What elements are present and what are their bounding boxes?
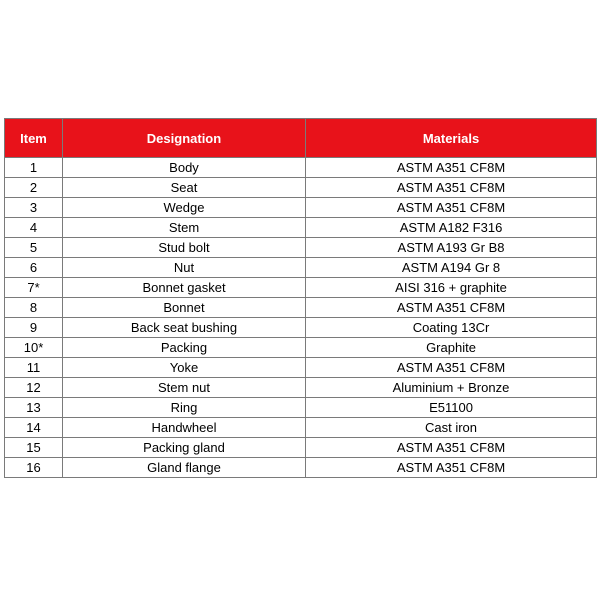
table-body [5, 158, 597, 478]
table-row [5, 258, 597, 278]
cell-designation: Packing gland [63, 438, 306, 458]
cell-material: ASTM A351 CF8M [306, 298, 597, 318]
header-row [5, 119, 597, 158]
cell-material: ASTM A194 Gr 8 [306, 258, 597, 278]
cell-material: AISI 316 + graphite [306, 278, 597, 298]
cell-item: 7* [5, 278, 63, 298]
cell-item: 14 [5, 418, 63, 438]
cell-item: 11 [5, 358, 63, 378]
cell-designation: Nut [63, 258, 306, 278]
cell-designation: Seat [63, 178, 306, 198]
cell-designation: Yoke [63, 358, 306, 378]
cell-designation: Handwheel [63, 418, 306, 438]
header-designation: Designation [63, 119, 306, 158]
cell-material: ASTM A351 CF8M [306, 438, 597, 458]
table-row [5, 338, 597, 358]
table-row [5, 378, 597, 398]
table-row [5, 158, 597, 178]
cell-material: ASTM A351 CF8M [306, 158, 597, 178]
cell-material: ASTM A182 F316 [306, 218, 597, 238]
table-row [5, 278, 597, 298]
cell-designation: Body [63, 158, 306, 178]
table-row [5, 438, 597, 458]
cell-item: 6 [5, 258, 63, 278]
cell-material: Cast iron [306, 418, 597, 438]
cell-designation: Ring [63, 398, 306, 418]
materials-table-container [4, 118, 596, 478]
header-materials: Materials [306, 119, 597, 158]
table-header [5, 119, 597, 158]
cell-material: ASTM A351 CF8M [306, 198, 597, 218]
table-row [5, 358, 597, 378]
cell-designation: Stud bolt [63, 238, 306, 258]
table-row [5, 238, 597, 258]
cell-item: 3 [5, 198, 63, 218]
cell-item: 9 [5, 318, 63, 338]
cell-material: E51100 [306, 398, 597, 418]
cell-item: 8 [5, 298, 63, 318]
cell-material: ASTM A351 CF8M [306, 178, 597, 198]
cell-designation: Packing [63, 338, 306, 358]
cell-designation: Gland flange [63, 458, 306, 478]
header-item: Item [5, 119, 63, 158]
cell-item: 2 [5, 178, 63, 198]
cell-material: Coating 13Cr [306, 318, 597, 338]
cell-item: 16 [5, 458, 63, 478]
cell-designation: Wedge [63, 198, 306, 218]
table-row [5, 198, 597, 218]
cell-material: ASTM A193 Gr B8 [306, 238, 597, 258]
cell-item: 5 [5, 238, 63, 258]
cell-item: 10* [5, 338, 63, 358]
cell-material: Aluminium + Bronze [306, 378, 597, 398]
cell-designation: Back seat bushing [63, 318, 306, 338]
table-row [5, 178, 597, 198]
materials-table [4, 118, 597, 478]
table-row [5, 418, 597, 438]
cell-designation: Bonnet gasket [63, 278, 306, 298]
cell-designation: Stem [63, 218, 306, 238]
table-row [5, 398, 597, 418]
table-row [5, 318, 597, 338]
cell-item: 15 [5, 438, 63, 458]
cell-material: ASTM A351 CF8M [306, 358, 597, 378]
table-row [5, 458, 597, 478]
cell-designation: Bonnet [63, 298, 306, 318]
cell-item: 1 [5, 158, 63, 178]
cell-item: 4 [5, 218, 63, 238]
cell-material: ASTM A351 CF8M [306, 458, 597, 478]
cell-item: 13 [5, 398, 63, 418]
cell-material: Graphite [306, 338, 597, 358]
table-row [5, 298, 597, 318]
table-row [5, 218, 597, 238]
cell-designation: Stem nut [63, 378, 306, 398]
cell-item: 12 [5, 378, 63, 398]
